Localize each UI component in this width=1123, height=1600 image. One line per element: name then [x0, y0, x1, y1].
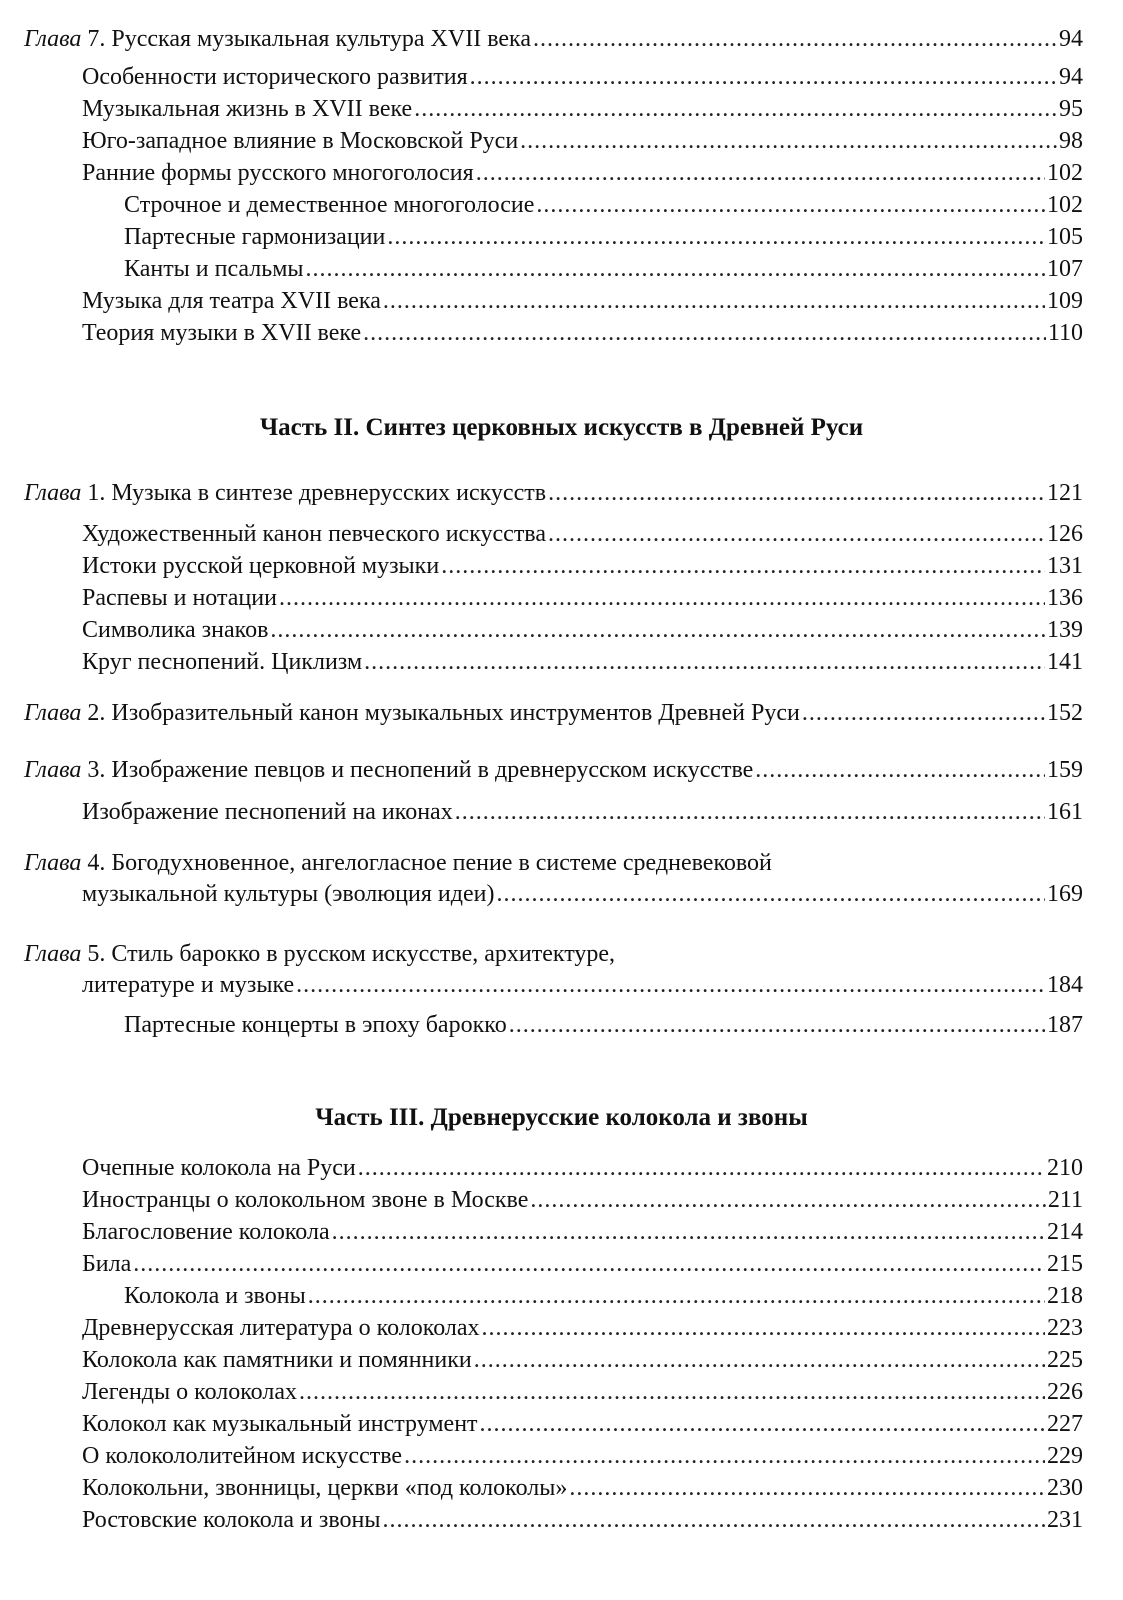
dot-leader	[332, 1217, 1045, 1247]
page-number: 126	[1047, 521, 1083, 547]
dot-leader	[569, 1473, 1045, 1503]
toc-entry	[0, 1345, 1123, 1377]
toc-entry-title: 2. Изобразительный канон музыкальных инструментов Древней Руси	[87, 700, 800, 726]
toc-entry	[0, 848, 1123, 880]
toc-entry-title: Художественный канон певческого искусства	[82, 521, 546, 547]
toc-entry-title: Иностранцы о колокольном звоне в Москве	[82, 1187, 529, 1213]
toc-entry	[0, 519, 1123, 551]
page-number: 102	[1047, 160, 1083, 186]
toc-entry-title: Канты и псальмы	[124, 256, 304, 282]
page-number: 136	[1047, 585, 1083, 611]
page-number: 227	[1047, 1411, 1083, 1437]
toc-entry	[0, 1249, 1123, 1281]
toc-entry-title: Колокола как памятники и помянники	[82, 1347, 472, 1373]
toc-entry	[0, 647, 1123, 679]
dot-leader	[455, 797, 1045, 827]
toc-entry-title: 1. Музыка в синтезе древнерусских искусств	[87, 480, 547, 506]
toc-entry	[0, 583, 1123, 615]
page-number: 223	[1047, 1315, 1083, 1341]
toc-entry-title: Ранние формы русского многоголосия	[82, 160, 474, 186]
toc-entry-title: Благословение колокола	[82, 1219, 330, 1245]
page-number: 211	[1047, 1187, 1083, 1213]
toc-entry	[0, 1473, 1123, 1505]
page-number: 210	[1047, 1155, 1083, 1181]
page-number: 159	[1047, 757, 1083, 783]
toc-entry-title: Музыка для театра XVII века	[82, 288, 381, 314]
dot-leader	[474, 1345, 1045, 1375]
toc-entry-title: музыкальной культуры (эволюция идеи)	[82, 881, 495, 907]
page-number: 94	[1059, 64, 1083, 90]
toc-entry-title: Колокол как музыкальный инструмент	[82, 1411, 478, 1437]
chapter-lead: Глава	[24, 480, 82, 506]
toc-entry	[0, 1409, 1123, 1441]
page-number: 231	[1047, 1507, 1083, 1533]
toc-entry-title: 5. Стиль барокко в русском искусстве, архитектуре,	[87, 941, 616, 967]
toc-entry	[0, 970, 1123, 1002]
chapter-lead: Глава	[24, 757, 82, 783]
toc-entry-title: Символика знаков	[82, 617, 269, 643]
dot-leader	[509, 1010, 1045, 1040]
toc-entry	[0, 286, 1123, 318]
toc-entry-title: Особенности исторического развития	[82, 64, 468, 90]
toc-entry	[0, 879, 1123, 911]
page-number: 141	[1047, 649, 1083, 675]
page-number: 98	[1059, 128, 1083, 154]
dot-leader	[533, 24, 1057, 54]
dot-leader	[548, 478, 1045, 508]
toc-entry	[0, 797, 1123, 829]
dot-leader	[383, 286, 1045, 316]
toc-entry-title: Партесные гармонизации	[124, 224, 386, 250]
part-heading: Часть III. Древнерусские колокола и звоны	[315, 1104, 808, 1131]
dot-leader	[520, 126, 1057, 156]
toc-entry-title: Истоки русской церковной музыки	[82, 553, 440, 579]
dot-leader	[364, 647, 1045, 677]
toc-entry	[0, 24, 1123, 56]
page-number: 95	[1059, 96, 1083, 122]
dot-leader	[279, 583, 1045, 613]
toc-entry-title: литературе и музыке	[82, 972, 295, 998]
dot-leader	[308, 1281, 1045, 1311]
page-number: 161	[1047, 799, 1083, 825]
toc-entry	[0, 1377, 1123, 1409]
toc-entry-title: Теория музыки в XVII веке	[82, 320, 362, 346]
toc-entry-title: Легенды о колоколах	[82, 1379, 297, 1405]
toc-entry	[0, 1185, 1123, 1217]
page-number: 131	[1047, 553, 1083, 579]
toc-entry-title: Юго-западное влияние в Московской Руси	[82, 128, 519, 154]
page-number: 107	[1047, 256, 1083, 282]
toc-entry-title: Строчное и демественное многоголосие	[124, 192, 535, 218]
toc-entry	[0, 1281, 1123, 1313]
dot-leader	[536, 190, 1045, 220]
dot-leader	[404, 1441, 1045, 1471]
toc-entry	[0, 1505, 1123, 1537]
chapter-lead: Глава	[24, 700, 82, 726]
page-number: 225	[1047, 1347, 1083, 1373]
page-number: 109	[1047, 288, 1083, 314]
toc-entry	[0, 94, 1123, 126]
page-number: 169	[1047, 881, 1083, 907]
dot-leader	[387, 222, 1045, 252]
toc-entry-title: Распевы и нотации	[82, 585, 277, 611]
dot-leader	[296, 970, 1045, 1000]
dot-leader	[358, 1153, 1045, 1183]
page-number: 230	[1047, 1475, 1083, 1501]
page-number: 121	[1047, 480, 1083, 506]
toc-entry	[0, 1010, 1123, 1042]
toc-entry-title: Очепные колокола на Руси	[82, 1155, 356, 1181]
toc-entry-title: 4. Богодухновенное, ангелогласное пение в системе средневековой	[87, 850, 772, 876]
dot-leader	[470, 62, 1057, 92]
page-number: 102	[1047, 192, 1083, 218]
toc-entry	[0, 222, 1123, 254]
toc-entry	[0, 158, 1123, 190]
toc-entry-title: 3. Изображение певцов и песнопений в древнерусском искусстве	[87, 757, 754, 783]
toc-entry	[0, 1217, 1123, 1249]
toc-entry	[0, 755, 1123, 787]
toc-entry	[0, 318, 1123, 350]
toc-entry-title: Била	[82, 1251, 132, 1277]
page-number: 139	[1047, 617, 1083, 643]
dot-leader	[299, 1377, 1045, 1407]
toc-entry	[0, 551, 1123, 583]
toc-entry-title: Музыкальная жизнь в XVII веке	[82, 96, 413, 122]
toc-entry	[0, 190, 1123, 222]
page-number: 229	[1047, 1443, 1083, 1469]
part-heading: Часть II. Синтез церковных искусств в Древней Руси	[259, 414, 864, 441]
toc-entry	[0, 1313, 1123, 1345]
toc-entry-title: О колокололитейном искусстве	[82, 1443, 403, 1469]
page-number: 110	[1047, 320, 1083, 346]
page-number: 226	[1047, 1379, 1083, 1405]
toc-entry-title: Партесные концерты в эпоху барокко	[124, 1012, 507, 1038]
page-number: 105	[1047, 224, 1083, 250]
dot-leader	[755, 755, 1045, 785]
dot-leader	[363, 318, 1046, 348]
toc-entry	[0, 939, 1123, 971]
toc-entry-title: Древнерусская литература о колоколах	[82, 1315, 480, 1341]
toc-entry-title: Изображение песнопений на иконах	[82, 799, 453, 825]
page-number: 218	[1047, 1283, 1083, 1309]
toc-entry	[0, 698, 1123, 730]
dot-leader	[476, 158, 1045, 188]
dot-leader	[480, 1409, 1045, 1439]
page-number: 214	[1047, 1219, 1083, 1245]
dot-leader	[482, 1313, 1046, 1343]
dot-leader	[383, 1505, 1046, 1535]
dot-leader	[802, 698, 1045, 728]
dot-leader	[133, 1249, 1045, 1279]
toc-entry	[0, 478, 1123, 510]
toc-entry	[0, 254, 1123, 286]
page-number: 187	[1047, 1012, 1083, 1038]
dot-leader	[496, 879, 1045, 909]
dot-leader	[306, 254, 1045, 284]
page-number: 215	[1047, 1251, 1083, 1277]
toc-entry-title: Круг песнопений. Циклизм	[82, 649, 363, 675]
toc-entry-title: Колокола и звоны	[124, 1283, 306, 1309]
chapter-lead: Глава	[24, 850, 82, 876]
page-number: 184	[1047, 972, 1083, 998]
page-number: 94	[1059, 26, 1083, 52]
chapter-lead: Глава	[24, 941, 82, 967]
dot-leader	[270, 615, 1045, 645]
toc-entry-title: Ростовские колокола и звоны	[82, 1507, 381, 1533]
toc-entry-title: Колокольни, звонницы, церкви «под колоколы»	[82, 1475, 568, 1501]
dot-leader	[548, 519, 1045, 549]
toc-entry	[0, 126, 1123, 158]
dot-leader	[441, 551, 1045, 581]
dot-leader	[414, 94, 1057, 124]
dot-leader	[530, 1185, 1046, 1215]
toc-entry-title: 7. Русская музыкальная культура XVII века	[87, 26, 531, 52]
toc-entry	[0, 615, 1123, 647]
toc-entry	[0, 1441, 1123, 1473]
page-number: 152	[1047, 700, 1083, 726]
toc-entry	[0, 62, 1123, 94]
toc-entry	[0, 1153, 1123, 1185]
chapter-lead: Глава	[24, 26, 82, 52]
